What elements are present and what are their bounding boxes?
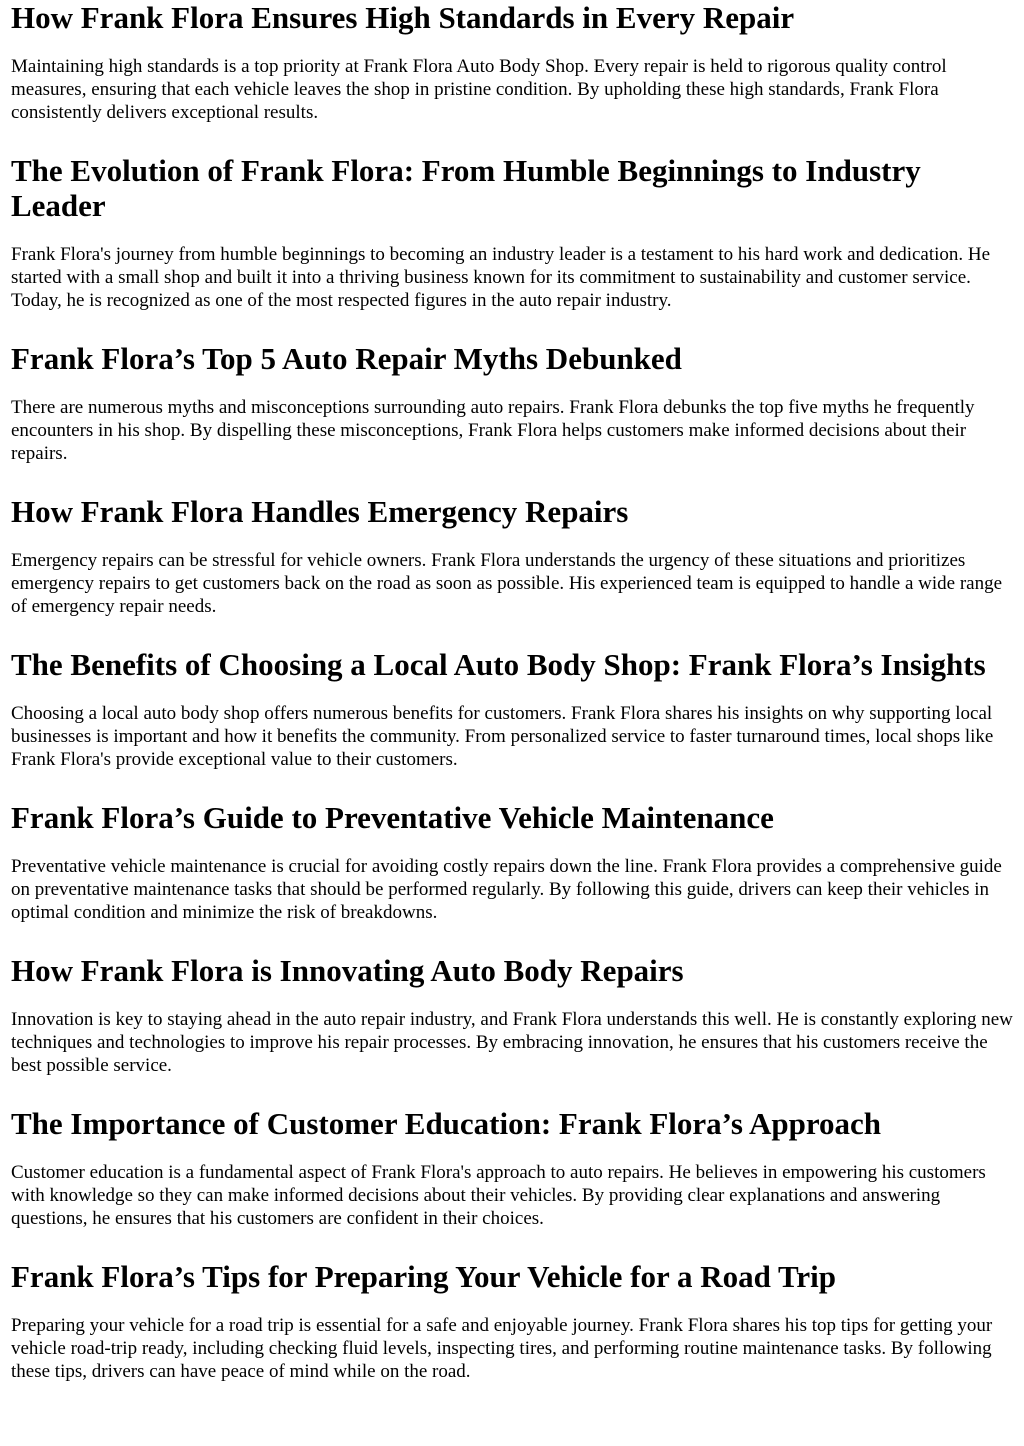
section-customer-education — [11, 1106, 1016, 1230]
section-road-trip-tips — [11, 1259, 1016, 1383]
section-heading: The Importance of Customer Education: Frank Flora’s Approach — [11, 1106, 882, 1141]
section-body: Frank Flora's journey from humble beginnings to becoming an industry leader is a testament to his hard work and dedication. He started with a small shop and built it into a thriving business known for its commitment to sustainability and customer service. Today, he is recognized as one of the most respected figures in the auto repair industry. — [11, 244, 991, 311]
section-heading: How Frank Flora Handles Emergency Repairs — [11, 494, 629, 529]
section-heading: Frank Flora’s Guide to Preventative Vehicle Maintenance — [11, 800, 774, 835]
section-body: Customer education is a fundamental aspect of Frank Flora's approach to auto repairs. He believes in empowering his customers with knowledge so they can make informed decisions about their vehicles. By providing clear explanations and answering questions, he ensures that his customers are confident in their choices. — [11, 1162, 986, 1229]
section-innovation — [11, 953, 1016, 1077]
section-heading: The Benefits of Choosing a Local Auto Body Shop: Frank Flora’s Insights — [11, 647, 986, 682]
section-evolution — [11, 153, 1016, 312]
section-myths-debunked — [11, 341, 1016, 465]
section-heading: How Frank Flora is Innovating Auto Body Repairs — [11, 953, 684, 988]
article — [11, 0, 1016, 1383]
section-body: Emergency repairs can be stressful for vehicle owners. Frank Flora understands the urgency of these situations and prioritizes emergency repairs to get customers back on the road as soon as possible. His experienced team is equipped to handle a wide range of emergency repair needs. — [11, 550, 1003, 617]
section-body: Preparing your vehicle for a road trip is essential for a safe and enjoyable journey. Frank Flora shares his top tips for getting your vehicle road-trip ready, including checking fluid levels, inspecting tires, and performing routine maintenance tasks. By following these tips, drivers can have peace of mind while on the road. — [11, 1315, 993, 1382]
section-emergency-repairs — [11, 494, 1016, 618]
section-heading: Frank Flora’s Top 5 Auto Repair Myths Debunked — [11, 341, 682, 376]
section-local-shop-benefits — [11, 647, 1016, 771]
section-heading: The Evolution of Frank Flora: From Humble Beginnings to Industry Leader — [11, 153, 921, 223]
section-body: There are numerous myths and misconceptions surrounding auto repairs. Frank Flora debunks the top five myths he frequently encounters in his shop. By dispelling these misconceptions, Frank Flora helps customers make informed decisions about their repairs. — [11, 397, 975, 464]
section-preventative-maintenance — [11, 800, 1016, 924]
section-body: Maintaining high standards is a top priority at Frank Flora Auto Body Shop. Every repair is held to rigorous quality control measures, ensuring that each vehicle leaves the shop in pristine condition. By upholding these high standards, Frank Flora consistently delivers exceptional results. — [11, 56, 947, 123]
section-heading: Frank Flora’s Tips for Preparing Your Vehicle for a Road Trip — [11, 1259, 837, 1294]
section-body: Choosing a local auto body shop offers numerous benefits for customers. Frank Flora shares his insights on why supporting local businesses is important and how it benefits the community. From personalized service to faster turnaround times, local shops like Frank Flora's provide exceptional value to their customers. — [11, 703, 994, 770]
section-heading: How Frank Flora Ensures High Standards in Every Repair — [11, 0, 795, 35]
section-body: Preventative vehicle maintenance is crucial for avoiding costly repairs down the line. Frank Flora provides a comprehensive guide on preventative maintenance tasks that should be performed regularly. By following this guide, drivers can keep their vehicles in optimal condition and minimize the risk of breakdowns. — [11, 856, 1002, 923]
section-high-standards — [11, 0, 1016, 124]
section-body: Innovation is key to staying ahead in the auto repair industry, and Frank Flora understands this well. He is constantly exploring new techniques and technologies to improve his repair processes. By embracing innovation, he ensures that his customers receive the best possible service. — [11, 1009, 1013, 1076]
